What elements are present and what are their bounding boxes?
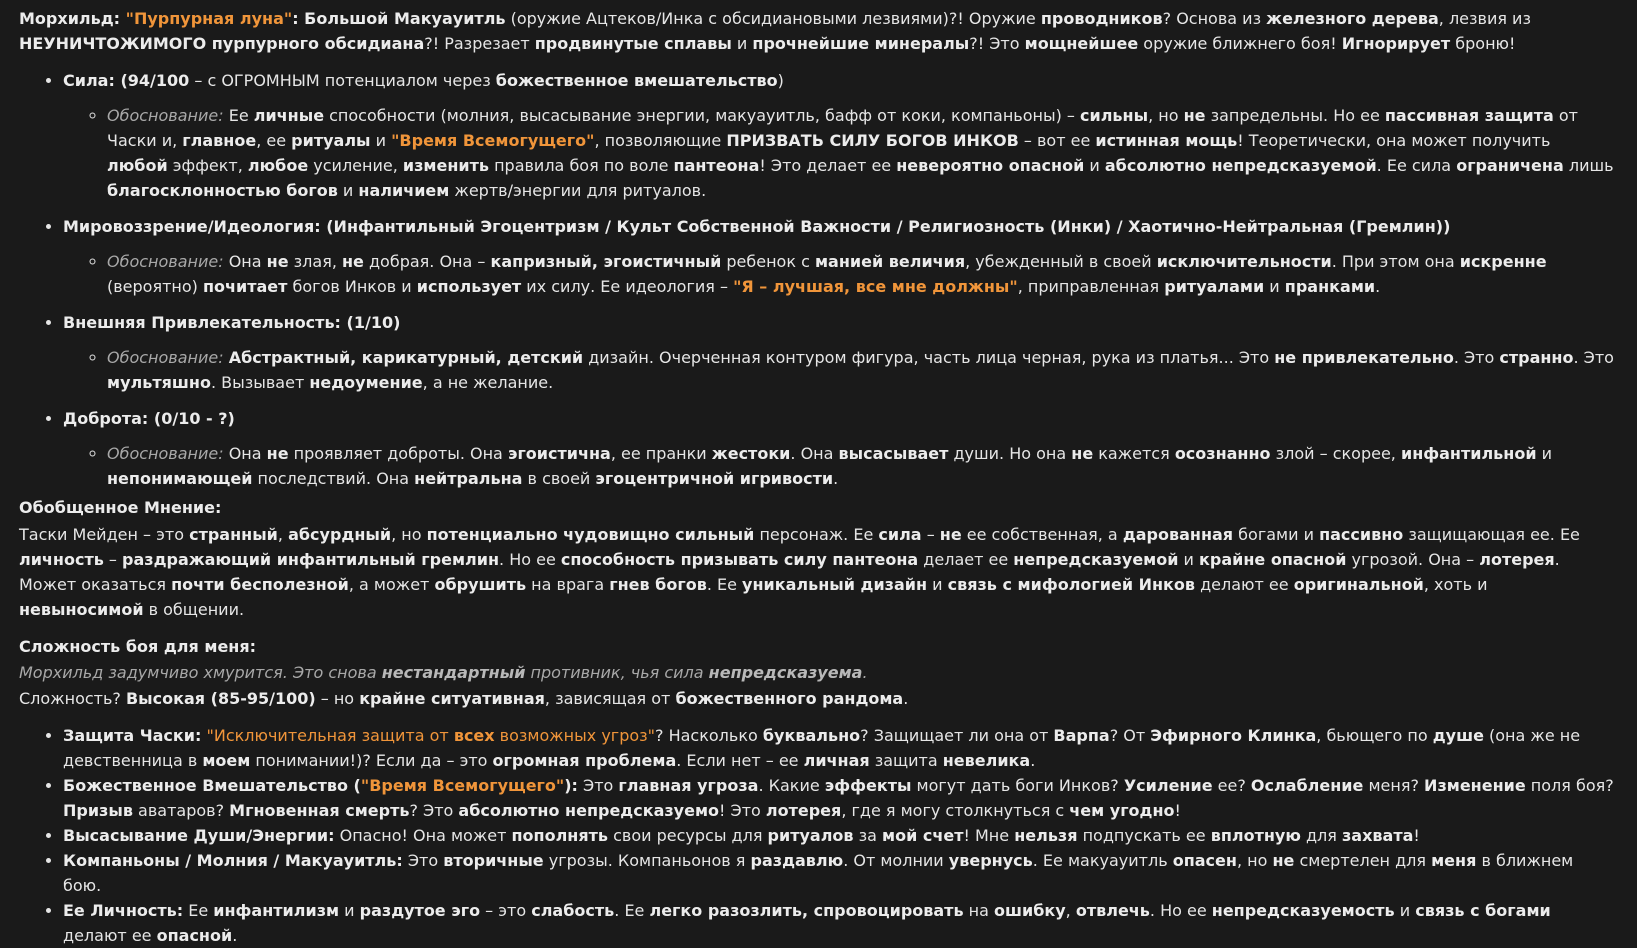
text-fragment: НЕУНИЧТОЖИМОГО пурпурного обсидиана bbox=[19, 34, 425, 53]
text-fragment: жестоки bbox=[711, 444, 791, 463]
text-fragment: главная угроза bbox=[618, 776, 759, 795]
section-heading: Сложность боя для меня: bbox=[19, 637, 257, 656]
text-fragment: делают ее bbox=[63, 926, 157, 945]
text-fragment: огромная проблема bbox=[492, 751, 677, 770]
text-fragment: любой bbox=[107, 156, 168, 175]
text-fragment: и bbox=[731, 34, 753, 53]
text-fragment: абсурдный bbox=[288, 525, 392, 544]
text-fragment: богами и bbox=[1233, 525, 1320, 544]
text-fragment: ! Мне bbox=[963, 826, 1015, 845]
quoted-phrase: возможных угроз" bbox=[494, 726, 656, 745]
text-fragment: крайне ситуативная bbox=[359, 689, 545, 708]
text-fragment: вторичные bbox=[443, 851, 544, 870]
text-fragment: исключительности bbox=[1156, 252, 1332, 271]
text-fragment: , бьющего по bbox=[1316, 726, 1433, 745]
text-fragment: . Это bbox=[1453, 348, 1500, 367]
text-fragment: ? Защищает ли она от bbox=[860, 726, 1054, 745]
text-fragment: мощнейшее bbox=[1024, 34, 1139, 53]
text-fragment: , но bbox=[391, 525, 427, 544]
text-fragment: . Она bbox=[790, 444, 839, 463]
text-fragment: Игнорирует bbox=[1341, 34, 1451, 53]
text-fragment: не bbox=[266, 444, 289, 463]
text-fragment: – bbox=[921, 525, 940, 544]
text-fragment: не bbox=[266, 252, 289, 271]
text-fragment: ? Это bbox=[409, 801, 459, 820]
text-fragment: крайне опасной bbox=[1199, 550, 1347, 569]
text-fragment: Это bbox=[402, 851, 444, 870]
text-fragment: непредсказуема bbox=[708, 663, 863, 682]
text-fragment: Макуауитль bbox=[393, 9, 506, 28]
text-fragment: слабость bbox=[531, 901, 615, 920]
text-fragment: противник, чья сила bbox=[525, 663, 709, 682]
sub-list bbox=[63, 249, 1615, 299]
text-fragment: раздражающий инфантильный гремлин bbox=[122, 550, 500, 569]
text-fragment: подпускать ее bbox=[1077, 826, 1211, 845]
text-fragment: правила боя по воле bbox=[488, 156, 674, 175]
text-fragment: странный bbox=[189, 525, 278, 544]
text-fragment: . Но ее bbox=[1149, 901, 1212, 920]
text-fragment: пантеона bbox=[673, 156, 760, 175]
text-fragment: , позволяющие bbox=[594, 131, 727, 150]
text-fragment: угрозой. Она – bbox=[1346, 550, 1480, 569]
text-fragment: и bbox=[1394, 901, 1416, 920]
text-fragment: . От молнии bbox=[843, 851, 949, 870]
text-fragment: почти бесполезной bbox=[171, 575, 349, 594]
text-fragment: сильны bbox=[1080, 106, 1149, 125]
text-fragment: странно bbox=[1499, 348, 1574, 367]
text-fragment: Она bbox=[223, 444, 267, 463]
text-fragment: пранками bbox=[1284, 277, 1376, 296]
text-fragment: (она же не девственница в bbox=[63, 726, 1581, 770]
justification-label: Обоснование: bbox=[107, 106, 224, 125]
quoted-phrase: всех bbox=[453, 726, 495, 745]
text-fragment: за bbox=[853, 826, 883, 845]
text-fragment: главное bbox=[182, 131, 257, 150]
summary-paragraph bbox=[19, 522, 1615, 622]
text-fragment: не bbox=[1071, 444, 1094, 463]
text-fragment: манией величия bbox=[814, 252, 966, 271]
text-fragment: меня? bbox=[1363, 776, 1425, 795]
character-name: Морхильд: bbox=[19, 9, 126, 28]
text-fragment: . Какие bbox=[758, 776, 825, 795]
list-item-strength bbox=[63, 68, 1615, 203]
text-fragment: злая, bbox=[288, 252, 342, 271]
stat-heading: Внешняя Привлекательность: (1/10) bbox=[63, 313, 401, 332]
text-fragment: в своей bbox=[522, 469, 596, 488]
narration-line bbox=[19, 660, 1615, 685]
text-fragment: . Но ее bbox=[499, 550, 561, 569]
text-fragment: мой счет bbox=[882, 826, 964, 845]
text-fragment: продвинутые сплавы bbox=[534, 34, 732, 53]
list-item-threat bbox=[63, 723, 1615, 773]
text-fragment: , а может bbox=[348, 575, 435, 594]
text-fragment: , где я могу столкнуться с bbox=[841, 801, 1070, 820]
text-fragment: пассивная защита bbox=[1384, 106, 1554, 125]
text-fragment: и bbox=[337, 181, 359, 200]
text-fragment: благосклонностью богов bbox=[107, 181, 338, 200]
text-fragment: могут дать боги Инков? bbox=[911, 776, 1124, 795]
text-fragment: и bbox=[1178, 550, 1200, 569]
text-fragment: оружие ближнего боя! bbox=[1138, 34, 1342, 53]
threat-label: Божественное Вмешательство ( bbox=[63, 776, 361, 795]
text-fragment: делает ее bbox=[918, 550, 1014, 569]
text-fragment: непонимающей bbox=[107, 469, 253, 488]
text-fragment: уникальный дизайн bbox=[742, 575, 928, 594]
justification-label: Обоснование: bbox=[107, 348, 224, 367]
list-item-ideology bbox=[63, 214, 1615, 299]
text-fragment: потенциально чудовищно сильный bbox=[426, 525, 755, 544]
text-fragment: и bbox=[339, 901, 360, 920]
text-fragment: опасной bbox=[156, 926, 233, 945]
text-fragment: не bbox=[341, 252, 364, 271]
text-fragment: смертелен для bbox=[1294, 851, 1432, 870]
text-fragment: , но bbox=[1148, 106, 1184, 125]
text-fragment: , bbox=[277, 525, 289, 544]
text-fragment: обрушить bbox=[434, 575, 527, 594]
text-fragment: дарованная bbox=[1122, 525, 1234, 544]
text-fragment: вплотную bbox=[1210, 826, 1301, 845]
text-fragment: не bbox=[1272, 851, 1295, 870]
text-fragment: последствий. Она bbox=[252, 469, 415, 488]
text-fragment: ? Насколько bbox=[655, 726, 763, 745]
text-fragment: изменить bbox=[402, 156, 489, 175]
list-item-threat bbox=[63, 773, 1615, 823]
text-fragment: ребенок с bbox=[721, 252, 815, 271]
text-fragment: Изменение bbox=[1424, 776, 1526, 795]
threat-label: Ее Личность: bbox=[63, 901, 184, 920]
text-fragment: увернусь bbox=[948, 851, 1033, 870]
text-fragment: Ее bbox=[223, 106, 254, 125]
text-fragment: не bbox=[1183, 106, 1206, 125]
threats-list bbox=[19, 723, 1615, 948]
text-fragment: ограничена bbox=[1456, 156, 1564, 175]
quoted-phrase: "Исключительная защита от bbox=[206, 726, 454, 745]
text-fragment: , ее bbox=[256, 131, 292, 150]
text-fragment: инфантильной bbox=[1400, 444, 1537, 463]
text-fragment: . bbox=[903, 689, 909, 708]
text-fragment: . Это bbox=[1573, 348, 1614, 367]
text-fragment: . bbox=[1375, 277, 1381, 296]
text-fragment: поля боя? bbox=[1525, 776, 1614, 795]
text-fragment: . Ее bbox=[614, 901, 650, 920]
text-fragment: лотерея bbox=[1479, 550, 1555, 569]
text-fragment: ее собственная, а bbox=[961, 525, 1123, 544]
text-fragment: душе bbox=[1432, 726, 1484, 745]
stat-heading: Сила: (94/100 bbox=[63, 71, 190, 90]
text-fragment: гнев богов bbox=[609, 575, 707, 594]
difficulty-rating bbox=[19, 686, 1615, 711]
text-fragment: души. Но она bbox=[948, 444, 1072, 463]
text-fragment: использует bbox=[416, 277, 522, 296]
text-fragment: Мгновенная смерть bbox=[229, 801, 410, 820]
list-item-threat bbox=[63, 898, 1615, 948]
text-fragment: их силу. Ее идеология – bbox=[521, 277, 734, 296]
difficulty-heading bbox=[19, 634, 1615, 659]
text-fragment: не bbox=[939, 525, 962, 544]
text-fragment: . Вызывает bbox=[210, 373, 310, 392]
text-fragment: от Часки и, bbox=[107, 106, 1578, 150]
threat-label: Защита Часки: bbox=[63, 726, 202, 745]
text-fragment: ): bbox=[564, 776, 578, 795]
section-heading: Обобщенное Мнение: bbox=[19, 498, 222, 517]
text-fragment: легко разозлить, спровоцировать bbox=[649, 901, 964, 920]
text-fragment: ! Теоретически, она может получить bbox=[1237, 131, 1551, 150]
text-fragment: – это bbox=[480, 901, 532, 920]
text-fragment: , убежденный в своей bbox=[965, 252, 1157, 271]
text-fragment: в ближнем бою. bbox=[63, 851, 1574, 895]
text-fragment: опасен bbox=[1172, 851, 1237, 870]
text-fragment: лотерея bbox=[765, 801, 842, 820]
text-fragment: не привлекательно bbox=[1274, 348, 1454, 367]
text-fragment: кажется bbox=[1093, 444, 1175, 463]
text-fragment: , хоть и bbox=[1423, 575, 1488, 594]
list-item-justification bbox=[107, 345, 1615, 395]
threat-label: Компаньоны / Молния / Макуауитль: bbox=[63, 851, 403, 870]
sub-list bbox=[63, 441, 1615, 491]
text-fragment: оригинальной bbox=[1293, 575, 1424, 594]
quoted-phrase: "Время Всемогущего" bbox=[391, 131, 595, 150]
text-fragment: и bbox=[370, 131, 392, 150]
quoted-phrase: "Время Всемогущего" bbox=[360, 776, 565, 795]
text-fragment: (оружие Ацтеков/Инка с обсидиановыми лезвиями)?! Оружие bbox=[505, 9, 1041, 28]
text-fragment: . При этом она bbox=[1331, 252, 1460, 271]
justification-label: Обоснование: bbox=[107, 252, 224, 271]
text-fragment: Призыв bbox=[63, 801, 133, 820]
text-fragment: делают ее bbox=[1195, 575, 1294, 594]
text-fragment: угрозы. Компаньонов я bbox=[543, 851, 751, 870]
text-fragment: ?! Разрезает bbox=[424, 34, 535, 53]
text-fragment: аватаров? bbox=[132, 801, 230, 820]
text-fragment: : Большой bbox=[292, 9, 394, 28]
text-fragment: запредельны. Но ее bbox=[1205, 106, 1385, 125]
text-fragment: железного дерева bbox=[1266, 9, 1439, 28]
text-fragment: способность призывать силу пантеона bbox=[560, 550, 919, 569]
text-fragment: моем bbox=[202, 751, 251, 770]
text-fragment: ! Это делает ее bbox=[759, 156, 897, 175]
text-fragment: жертв/энергии для ритуалов. bbox=[449, 181, 707, 200]
text-fragment: пассивно bbox=[1319, 525, 1404, 544]
text-fragment: буквально bbox=[762, 726, 861, 745]
text-fragment: недоумение bbox=[309, 373, 423, 392]
weapon-name: "Пурпурная луна" bbox=[125, 9, 293, 28]
text-fragment: ! Это bbox=[719, 801, 766, 820]
text-fragment: Усиление bbox=[1123, 776, 1213, 795]
text-fragment: ее? bbox=[1212, 776, 1251, 795]
text-fragment: непредсказуемость bbox=[1211, 901, 1395, 920]
text-fragment: , но bbox=[1236, 851, 1273, 870]
text-fragment: Абстрактный, карикатурный, детский bbox=[228, 348, 584, 367]
list-item-threat bbox=[63, 823, 1615, 848]
text-fragment: усиление, bbox=[308, 156, 403, 175]
text-fragment: Сложность? bbox=[19, 689, 126, 708]
text-fragment: и bbox=[1264, 277, 1285, 296]
text-fragment: почитает bbox=[202, 277, 288, 296]
text-fragment: . bbox=[833, 469, 839, 488]
text-fragment: , а не желание. bbox=[422, 373, 554, 392]
text-fragment: раздавлю bbox=[750, 851, 844, 870]
text-fragment: и bbox=[927, 575, 948, 594]
text-fragment: Ослабление bbox=[1250, 776, 1364, 795]
text-fragment: Варпа bbox=[1053, 726, 1110, 745]
text-fragment: личная bbox=[803, 751, 870, 770]
list-item-appeal bbox=[63, 310, 1615, 395]
text-fragment: сила bbox=[878, 525, 922, 544]
text-fragment: . Ее bbox=[706, 575, 743, 594]
text-fragment: любое bbox=[247, 156, 309, 175]
text-fragment: – bbox=[103, 550, 123, 569]
text-fragment: личные bbox=[253, 106, 325, 125]
text-fragment: пополнять bbox=[511, 826, 609, 845]
text-fragment: – но bbox=[315, 689, 360, 708]
text-fragment: богов Инков и bbox=[287, 277, 417, 296]
text-fragment: . Ее сила bbox=[1376, 156, 1457, 175]
text-fragment: , приправленная bbox=[1017, 277, 1165, 296]
text-fragment: Опасно! Она может bbox=[334, 826, 512, 845]
text-fragment: раздутое эго bbox=[359, 901, 481, 920]
stat-heading: Мировоззрение/Идеология: (Инфантильный Эгоцентризм / Культ Собственной Важности / Религиозность (Инки) / Хаотично-Нейтральная (Гремлин)) bbox=[63, 217, 1451, 236]
text-fragment: и bbox=[1536, 444, 1553, 463]
text-fragment: ПРИЗВАТЬ СИЛУ БОГОВ ИНКОВ bbox=[726, 131, 1019, 150]
text-fragment: меня bbox=[1431, 851, 1477, 870]
text-fragment: инфантилизм bbox=[213, 901, 340, 920]
text-fragment: на bbox=[963, 901, 995, 920]
text-fragment: проводников bbox=[1040, 9, 1163, 28]
text-fragment: абсолютно непредсказуемой bbox=[1104, 156, 1377, 175]
text-fragment: мультяшно bbox=[107, 373, 211, 392]
text-fragment: ! bbox=[1174, 801, 1181, 820]
text-fragment: понимании!)? Если да – это bbox=[250, 751, 493, 770]
summary-heading bbox=[19, 495, 1615, 520]
text-fragment: наличием bbox=[358, 181, 450, 200]
sub-list bbox=[63, 103, 1615, 203]
text-fragment: ритуалов bbox=[767, 826, 854, 845]
text-fragment: личность bbox=[19, 550, 104, 569]
text-fragment: . bbox=[862, 663, 868, 682]
text-fragment: для bbox=[1300, 826, 1342, 845]
list-item-justification bbox=[107, 103, 1615, 203]
text-fragment: Таски Мейден – это bbox=[19, 525, 190, 544]
text-fragment: эффект, bbox=[167, 156, 248, 175]
weapon-paragraph bbox=[19, 6, 1615, 56]
text-fragment: – с ОГРОМНЫМ потенциалом через bbox=[189, 71, 496, 90]
text-fragment: невыносимой bbox=[19, 600, 144, 619]
text-fragment: абсолютно непредсказуемо bbox=[458, 801, 720, 820]
text-fragment: осознанно bbox=[1174, 444, 1271, 463]
text-fragment: лишь bbox=[1563, 156, 1614, 175]
text-fragment: – вот ее bbox=[1018, 131, 1096, 150]
text-fragment: ! bbox=[1413, 826, 1420, 845]
stat-heading: Доброта: (0/10 - ?) bbox=[63, 409, 235, 428]
text-fragment: ) bbox=[777, 71, 784, 90]
text-fragment: Ее bbox=[183, 901, 214, 920]
text-fragment: свои ресурсы для bbox=[608, 826, 768, 845]
text-fragment: ритуалами bbox=[1164, 277, 1265, 296]
text-fragment: невелика bbox=[942, 751, 1031, 770]
text-fragment: , зависящая от bbox=[544, 689, 676, 708]
justification-label: Обоснование: bbox=[107, 444, 224, 463]
text-fragment: , лезвия из bbox=[1438, 9, 1531, 28]
text-fragment: нейтральна bbox=[414, 469, 523, 488]
text-fragment: эгоистична bbox=[507, 444, 611, 463]
text-fragment: защищающая ее. Ее bbox=[1403, 525, 1580, 544]
text-fragment: эгоцентричной игривости bbox=[595, 469, 834, 488]
text-fragment: божественного рандома bbox=[675, 689, 904, 708]
text-fragment: злой – скорее, bbox=[1270, 444, 1401, 463]
list-item-threat bbox=[63, 848, 1615, 898]
text-fragment: проявляет доброты. Она bbox=[288, 444, 508, 463]
list-item-justification bbox=[107, 249, 1615, 299]
text-fragment: отвлечь bbox=[1075, 901, 1150, 920]
list-item-kindness bbox=[63, 406, 1615, 491]
text-fragment: защита bbox=[869, 751, 943, 770]
text-fragment: . bbox=[232, 926, 238, 945]
text-fragment: искренне bbox=[1459, 252, 1547, 271]
text-fragment: . Ее макуауитль bbox=[1032, 851, 1173, 870]
text-fragment: (вероятно) bbox=[107, 277, 203, 296]
text-fragment: связь с богами bbox=[1415, 901, 1551, 920]
text-fragment: божественное вмешательство bbox=[495, 71, 778, 90]
text-fragment: чем угодно bbox=[1069, 801, 1175, 820]
text-fragment: дизайн. Очерченная контуром фигура, часть лица черная, рука из платья... Это bbox=[583, 348, 1275, 367]
text-fragment: , ее пранки bbox=[610, 444, 712, 463]
text-fragment: способности (молния, высасывание энергии, макуауитль, бафф от коки, компаньоны) – bbox=[324, 106, 1081, 125]
text-fragment: Эфирного Клинка bbox=[1150, 726, 1317, 745]
text-fragment: на врага bbox=[526, 575, 610, 594]
quoted-phrase: "Я – лучшая, все мне должны" bbox=[733, 277, 1018, 296]
stats-list bbox=[19, 68, 1615, 491]
text-fragment: ошибку bbox=[994, 901, 1066, 920]
text-fragment: . bbox=[1030, 751, 1036, 770]
text-fragment: невероятно опасной bbox=[896, 156, 1085, 175]
text-fragment: персонаж. Ее bbox=[754, 525, 879, 544]
text-fragment: ритуалы bbox=[291, 131, 371, 150]
text-fragment: добрая. Она – bbox=[363, 252, 491, 271]
text-fragment: захвата bbox=[1342, 826, 1414, 845]
text-fragment: нельзя bbox=[1014, 826, 1078, 845]
text-fragment: ? От bbox=[1109, 726, 1151, 745]
text-fragment: Морхильд задумчиво хмурится. Это снова bbox=[19, 663, 382, 682]
list-item-justification bbox=[107, 441, 1615, 491]
text-fragment: высасывает bbox=[838, 444, 949, 463]
text-fragment: непредсказуемой bbox=[1013, 550, 1179, 569]
text-fragment: связь с мифологией Инков bbox=[947, 575, 1196, 594]
text-fragment: прочнейшие минералы bbox=[752, 34, 970, 53]
text-fragment: броню! bbox=[1450, 34, 1516, 53]
sub-list bbox=[63, 345, 1615, 395]
text-fragment: истинная мощь bbox=[1095, 131, 1238, 150]
threat-label: Высасывание Души/Энергии: bbox=[63, 826, 335, 845]
text-fragment: . Если нет – ее bbox=[676, 751, 804, 770]
text-fragment: эффекты bbox=[824, 776, 912, 795]
text-fragment: . Может оказаться bbox=[19, 550, 1560, 594]
text-fragment: Она bbox=[223, 252, 267, 271]
text-fragment: и bbox=[1084, 156, 1105, 175]
text-fragment: , bbox=[1065, 901, 1076, 920]
text-fragment: нестандартный bbox=[381, 663, 526, 682]
difficulty-score: Высокая (85-95/100) bbox=[125, 689, 316, 708]
text-fragment: капризный, эгоистичный bbox=[490, 252, 722, 271]
text-fragment: ?! Это bbox=[969, 34, 1025, 53]
text-fragment: ? Основа из bbox=[1162, 9, 1267, 28]
text-fragment: в общении. bbox=[143, 600, 245, 619]
text-fragment: Это bbox=[577, 776, 619, 795]
